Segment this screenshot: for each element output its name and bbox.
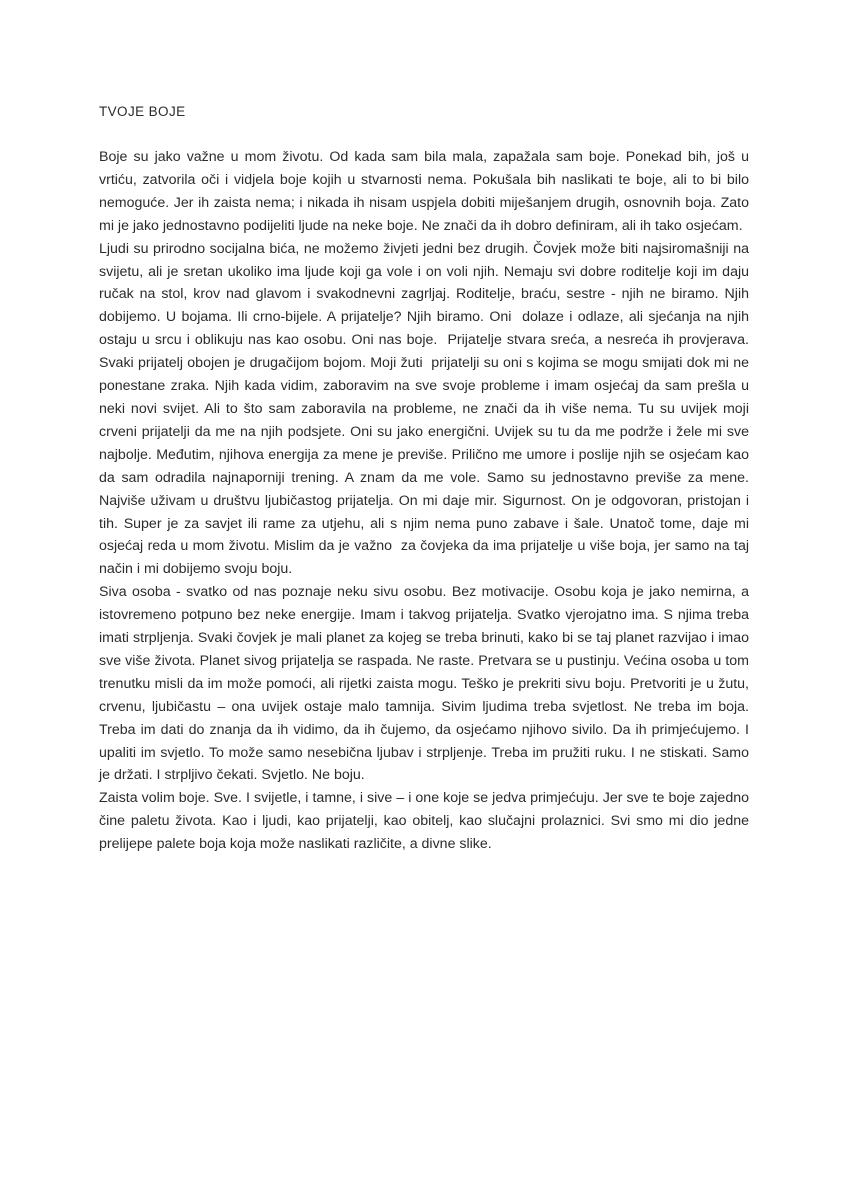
document-title: TVOJE BOJE [99, 104, 186, 119]
document-content [99, 100, 757, 856]
paragraph-2: Ljudi su prirodno socijalna bića, ne možemo živjeti jedni bez drugih. Čovjek može biti najsiromašniji na svijetu, ali je sretan ukoliko ima ljude koji ga vole i on voli njih. Nemaju svi dobre roditelje koji im daju ručak na stol, krov nad glavom i svakodnevni zagrljaj. Roditelje, braću, sestre - njih ne biramo. Njih dobijemo. U bojama. Ili crno-bijele. A prijatelje? Njih biramo. Oni dolaze i odlaze, ali sjećanja na njih ostaju u srcu i oblikuju nas kao osobu. Oni nas boje. Prijatelje stvara sreća, a nesreća ih provjerava. Svaki prijatelj obojen je drugačijom bojom. Moji žuti prijatelji su oni s kojima se mogu smijati dok mi ne ponestane zraka. Njih kada vidim, zaboravim na sve svoje probleme i imam osjećaj da sam prešla u neki novi svijet. Ali to što sam zaboravila na probleme, ne znači da ih više nema. Tu su uvijek moji crveni prijatelji da me na njih podsjete. Oni su jako energični. Uvijek su tu da me podrže i žele mi sve najbolje. Međutim, njihova energija za mene je previše. Prilično me umore i poslije njih se osjećam kao da sam odradila najnaporniji trening. A znam da me vole. Samo su jednostavno previše za mene. Najviše uživam u društvu ljubičastog prijatelja. On mi daje mir. Sigurnost. On je odgovoran, pristojan i tih. Super je za savjet ili rame za utjehu, ali s njim nema puno zabave i šale. Unatoč tome, daje mi osjećaj reda u mom životu. Mislim da je važno za čovjeka da ima prijatelje u više boja, jer samo na taj način i mi dobijemo svoju boju. [99, 240, 757, 578]
title-spacer [99, 123, 749, 146]
paragraph-1: Boje su jako važne u mom životu. Od kada sam bila mala, zapažala sam boje. Ponekad bih, još u vrtiću, zatvorila oči i vidjela boje kojih u stvarnosti nema. Pokušala bih naslikati te boje, ali to bi bilo nemoguće. Jer ih zaista nema; i nikada ih nisam uspjela dobiti miješanjem drugih, osnovnih boja. Zato mi je jako jednostavno podijeliti ljude na neke boje. Ne znači da ih dobro definiram, ali ih tako osjećam. [99, 149, 753, 234]
paragraph-4: Zaista volim boje. Sve. I svijetle, i tamne, i sive – i one koje se jedva primjećuju. Jer sve te boje zajedno čine paletu života. Kao i ljudi, kao prijatelji, kao obitelj, kao slučajni prolaznici. Svi smo mi dio jedne prelijepe palete boja koja može naslikati različite, a divne slike. [99, 790, 753, 853]
paragraph-3: Siva osoba - svatko od nas poznaje neku sivu osobu. Bez motivacije. Osobu koja je jako nemirna, a istovremeno potpuno bez neke energije. Imam i takvog prijatelja. Svatko vjerojatno ima. S njima treba imati strpljenja. Svaki čovjek je mali planet za kojeg se treba brinuti, kako bi se taj planet razvijao i imao sve više života. Planet sivog prijatelja se raspada. Ne raste. Pretvara se u pustinju. Većina osoba u tom trenutku misli da im može pomoći, ali rijetki zaista mogu. Teško je prekriti sivu boju. Pretvoriti je u žutu, crvenu, ljubičastu – ona uvijek ostaje malo tamnija. Sivim ljudima treba svjetlost. Ne treba im boja. Treba im dati do znanja da ih vidimo, da ih čujemo, da osjećamo njihovo sivilo. Da ih primjećujemo. I upaliti im svjetlo. To može samo nesebična ljubav i strpljenje. Treba im pružiti ruku. I ne stiskati. Samo je držati. I strpljivo čekati. Svjetlo. Ne boju. [99, 584, 753, 784]
